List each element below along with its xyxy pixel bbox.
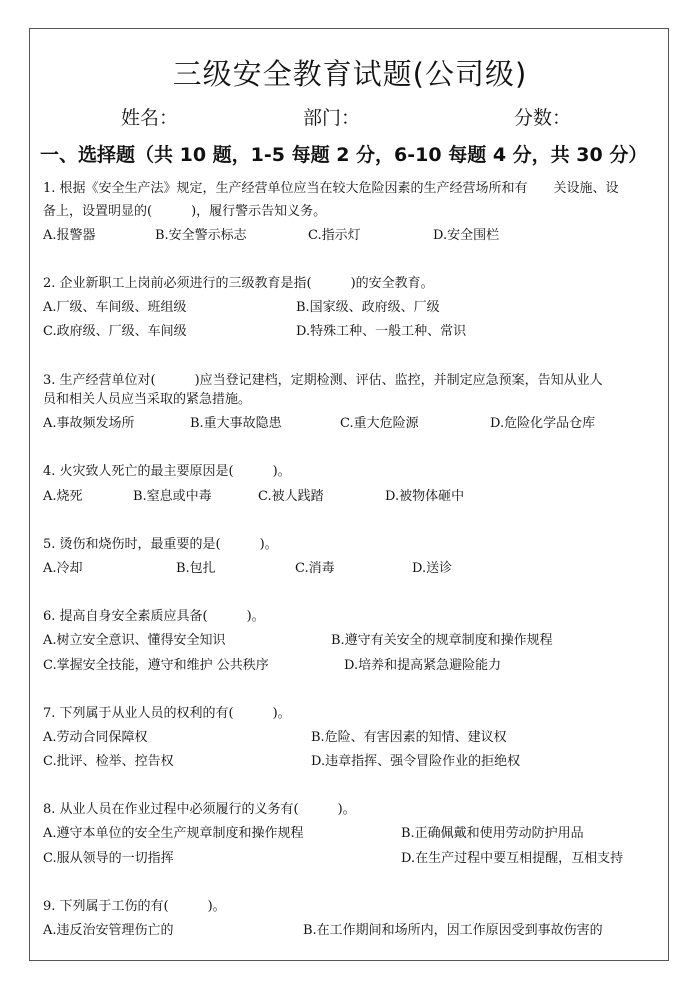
q4-option-a: A.烧死 bbox=[43, 489, 83, 504]
q8-option-d: D.在生产过程中要互相提醒，互相支持 bbox=[401, 851, 624, 866]
q5-option-c: C.消毒 bbox=[295, 561, 335, 576]
q7-option-b: B.危险、有害因素的知情、建议权 bbox=[311, 730, 507, 745]
question-2-line-1: 2. 企业新职工上岗前必须进行的三级教育是指( )的安全教育。 bbox=[43, 276, 434, 291]
question-1-line-1: 1. 根据《安全生产法》规定，生产经营单位应当在较大危险因素的生产经营场所和有 关设施、设 bbox=[43, 181, 619, 196]
q3-option-c: C.重大危险源 bbox=[340, 416, 419, 431]
q2-option-b: B.国家级、政府级、厂级 bbox=[296, 300, 440, 315]
question-9-line-1: 9. 下列属于工伤的有( )。 bbox=[43, 899, 226, 914]
q5-option-a: A.冷却 bbox=[43, 561, 83, 576]
q6-option-b: B.遵守有关安全的规章制度和操作规程 bbox=[331, 633, 553, 648]
question-7-line-1: 7. 下列属于从业人员的权利的有( )。 bbox=[43, 706, 291, 721]
q2-option-c: C.政府级、厂级、车间级 bbox=[43, 324, 187, 339]
q9-option-b: B.在工作期间和场所内，因工作原因受到事故伤害的 bbox=[303, 923, 603, 938]
q6-option-d: D.培养和提高紧急避险能力 bbox=[344, 658, 502, 673]
q3-option-d: D.危险化学品仓库 bbox=[490, 416, 596, 431]
q7-option-d: D.违章指挥、强令冒险作业的拒绝权 bbox=[311, 754, 521, 769]
question-3-line-1: 3. 生产经营单位对( )应当登记建档，定期检测、评估、监控，并制定应急预案，告知从业人 bbox=[43, 373, 603, 388]
q9-option-a: A.违反治安管理伤亡的 bbox=[43, 923, 174, 938]
question-4-line-1: 4. 火灾致人死亡的最主要原因是( )。 bbox=[43, 464, 291, 479]
question-5-line-1: 5. 烫伤和烧伤时，最重要的是( )。 bbox=[43, 537, 278, 552]
question-1-line-2: 备上，设置明显的( )，履行警示告知义务。 bbox=[43, 204, 327, 219]
q8-option-c: C.服从领导的一切指挥 bbox=[43, 851, 174, 866]
q1-option-a: A.报警器 bbox=[43, 228, 96, 243]
q5-option-d: D.送诊 bbox=[412, 561, 453, 576]
q7-option-c: C.批评、检举、控告权 bbox=[43, 754, 174, 769]
score-label: 分数： bbox=[514, 107, 572, 129]
q5-option-b: B.包扎 bbox=[176, 561, 216, 576]
q6-option-c: C.掌握安全技能，遵守和维护 公共秩序 bbox=[43, 658, 269, 673]
page-title: 三级安全教育试题(公司级) bbox=[172, 57, 528, 91]
q4-option-d: D.被物体砸中 bbox=[385, 489, 465, 504]
q1-option-c: C.指示灯 bbox=[308, 228, 361, 243]
question-8-line-1: 8. 从业人员在作业过程中必须履行的义务有( )。 bbox=[43, 802, 356, 817]
q4-option-c: C.被人践踏 bbox=[258, 489, 324, 504]
section-heading: 一、选择题（共 10 题，1-5 每题 2 分，6-10 每题 4 分，共 30 分） bbox=[40, 144, 648, 166]
q3-option-a: A.事故频发场所 bbox=[43, 416, 135, 431]
q2-option-a: A.厂级、车间级、班组级 bbox=[43, 300, 187, 315]
q7-option-a: A.劳动合同保障权 bbox=[43, 730, 148, 745]
q4-option-b: B.窒息或中毒 bbox=[133, 489, 212, 504]
department-label: 部门： bbox=[303, 107, 361, 129]
question-6-line-1: 6. 提高自身安全素质应具备( )。 bbox=[43, 609, 265, 624]
q1-option-d: D.安全围栏 bbox=[433, 228, 500, 243]
q8-option-b: B.正确佩戴和使用劳动防护用品 bbox=[401, 826, 584, 841]
name-label: 姓名： bbox=[121, 107, 179, 129]
q2-option-d: D.特殊工种、一般工种、常识 bbox=[296, 324, 467, 339]
q3-option-b: B.重大事故隐患 bbox=[190, 416, 282, 431]
q8-option-a: A.遵守本单位的安全生产规章制度和操作规程 bbox=[43, 826, 304, 841]
question-3-line-2: 员和相关人员应当采取的紧急措施。 bbox=[43, 392, 252, 407]
q6-option-a: A.树立安全意识、懂得安全知识 bbox=[43, 633, 226, 648]
q1-option-b: B.安全警示标志 bbox=[155, 228, 247, 243]
